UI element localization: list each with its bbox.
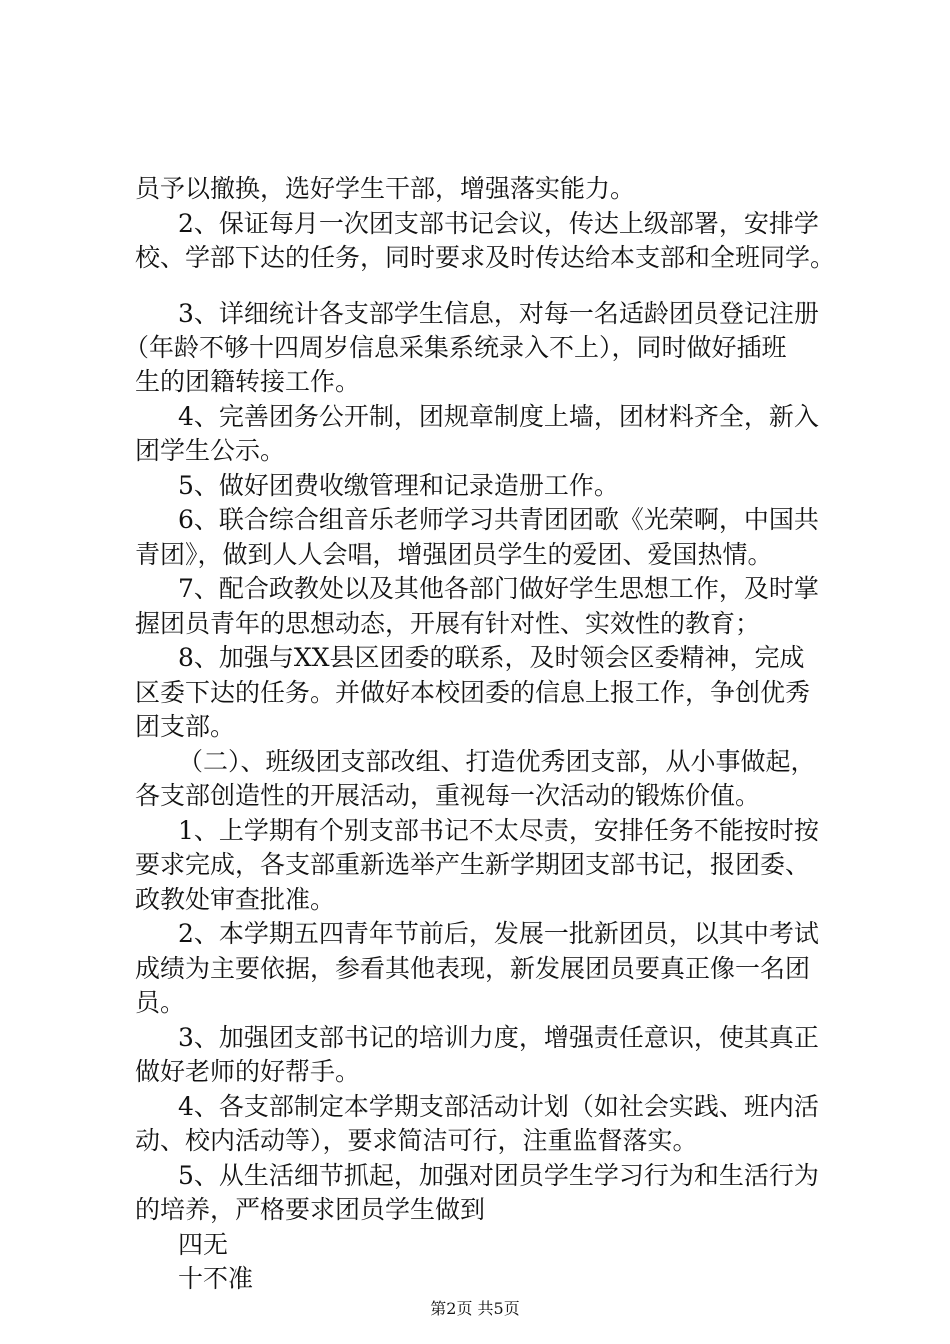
text-line: 政教处审查批准。 <box>135 885 336 914</box>
text-line: 5、从生活细节抓起，加强对团员学生学习行为和生活行为 <box>178 1161 819 1190</box>
text-line: 成绩为主要依据，参看其他表现，新发展团员要真正像一名团 <box>135 954 811 983</box>
text-line: 4、完善团务公开制，团规章制度上墙，团材料齐全，新入 <box>178 402 819 431</box>
text-line: 四无 <box>178 1230 229 1259</box>
text-line: 做好老师的好帮手。 <box>135 1057 361 1086</box>
text-line: 2、保证每月一次团支部书记会议，传达上级部署，安排学 <box>178 209 819 238</box>
text-line: 十不准 <box>178 1264 254 1293</box>
text-line: 生的团籍转接工作。 <box>135 367 361 396</box>
text-line: 握团员青年的思想动态，开展有针对性、实效性的教育； <box>135 609 761 638</box>
text-line: 团学生公示。 <box>135 436 286 465</box>
text-line: 8、加强与XX县区团委的联系，及时领会区委精神，完成 <box>178 643 805 672</box>
text-line: （年龄不够十四周岁信息采集系统录入不上），同时做好插班 <box>124 333 787 362</box>
text-line: 要求完成，各支部重新选举产生新学期团支部书记，报团委、 <box>135 850 811 879</box>
text-line: 3、加强团支部书记的培训力度，增强责任意识，使其真正 <box>178 1023 819 1052</box>
text-line: 5、做好团费收缴管理和记录造册工作。 <box>178 471 619 500</box>
text-line: 校、学部下达的任务，同时要求及时传达给本支部和全班同学。 <box>135 243 836 272</box>
text-line: （二）、班级团支部改组、打造优秀团支部，从小事做起， <box>178 747 816 776</box>
text-line: 2、本学期五四青年节前后，发展一批新团员，以其中考试 <box>178 919 819 948</box>
text-line: 3、详细统计各支部学生信息，对每一名适龄团员登记注册 <box>178 299 819 328</box>
text-line: 员。 <box>135 988 186 1017</box>
text-line: 动、校内活动等），要求简洁可行，注重监督落实。 <box>135 1126 698 1155</box>
text-line: 各支部创造性的开展活动，重视每一次活动的锻炼价值。 <box>135 781 761 810</box>
text-line: 4、各支部制定本学期支部活动计划（如社会实践、班内活 <box>178 1092 819 1121</box>
text-line: 青团》，做到人人会唱，增强团员学生的爱团、爱国热情。 <box>135 540 773 569</box>
text-line: 员予以撤换，选好学生干部，增强落实能力。 <box>135 174 636 203</box>
text-line: 的培养，严格要求团员学生做到 <box>135 1195 486 1224</box>
text-line: 团支部。 <box>135 712 236 741</box>
text-line: 7、配合政教处以及其他各部门做好学生思想工作，及时掌 <box>178 574 819 603</box>
text-line: 6、联合综合组音乐老师学习共青团团歌《光荣啊，中国共 <box>178 505 819 534</box>
text-line: 1、上学期有个别支部书记不太尽责，安排任务不能按时按 <box>178 816 819 845</box>
text-line: 区委下达的任务。并做好本校团委的信息上报工作，争创优秀 <box>135 678 811 707</box>
page-number-footer: 第2页 共5页 <box>430 1299 520 1318</box>
